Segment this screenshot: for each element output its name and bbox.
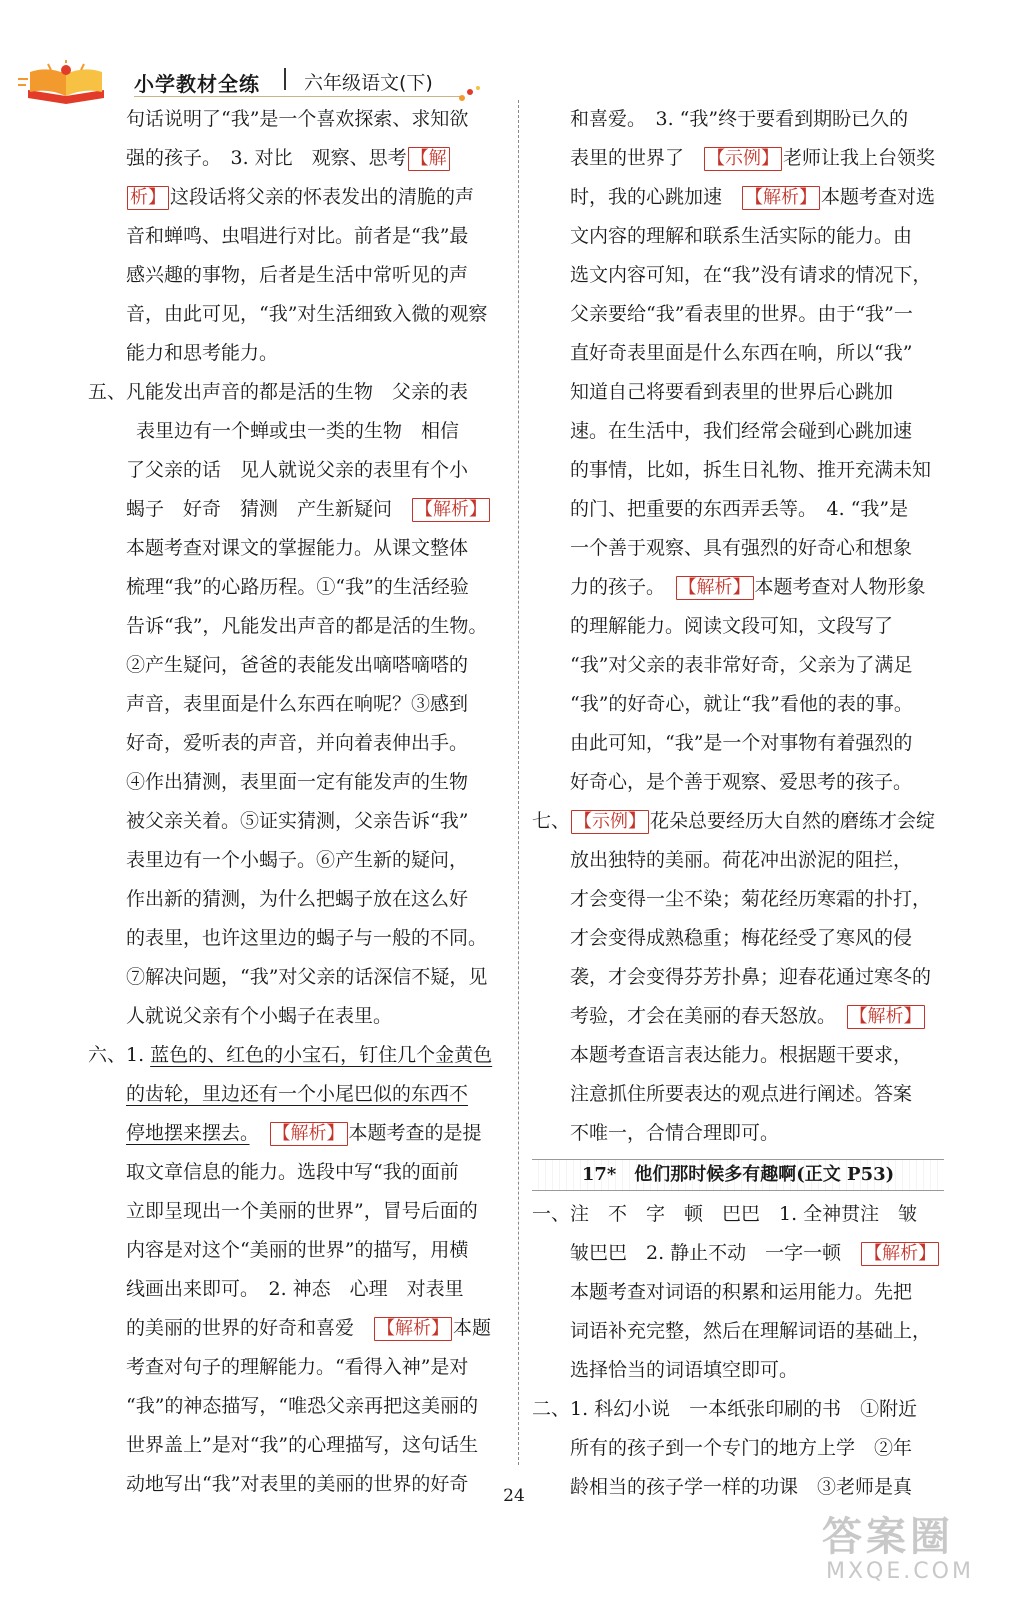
text-line: 本题考查语言表达能力。根据题干要求， bbox=[570, 1044, 913, 1066]
question-one: 一、注 不 字 顿 巴巴 1. 全神贯注 皱 bbox=[532, 1203, 918, 1225]
left-column bbox=[88, 100, 508, 1504]
example-tag: 【示例】 bbox=[571, 810, 649, 834]
text-line: 音，由此可见，“我”对生活细致入微的观察 bbox=[126, 303, 488, 325]
text-line: 动地写出“我”对表里的美丽的世界的好奇 bbox=[126, 1473, 469, 1495]
text-line: 能力和思考能力。 bbox=[126, 342, 279, 364]
text-line: 句话说明了“我”是一个喜欢探索、求知欲 bbox=[126, 108, 469, 130]
text-line: 的事情，比如，拆生日礼物、推开充满未知 bbox=[570, 459, 932, 481]
text-line: 人就说父亲有个小蝎子在表里。 bbox=[126, 1005, 393, 1027]
text-line: 才会变得一尘不染；菊花经历寒霜的扑打， bbox=[570, 888, 932, 910]
brand-title: 小学教材全练 bbox=[134, 72, 260, 96]
text-line: 告诉“我”，凡能发出声音的都是活的生物。 bbox=[126, 615, 488, 637]
watermark-text: 答案圈 bbox=[822, 1514, 954, 1560]
text-line: 所有的孩子到一个专门的地方上学 ②年 bbox=[570, 1437, 913, 1459]
text-line: 世界盖上”是对“我”的心理描写，这句话生 bbox=[126, 1434, 479, 1456]
text-line: “我”的神态描写，“唯恐父亲再把这美丽的 bbox=[126, 1395, 479, 1417]
text-line: 好奇心，是个善于观察、爱思考的孩子。 bbox=[570, 771, 913, 793]
text-line: 才会变得成熟稳重；梅花经受了寒风的侵 bbox=[570, 927, 913, 949]
right-column bbox=[532, 100, 944, 1507]
analysis-tag: 【解析】 bbox=[742, 186, 820, 210]
text-line: 的美丽的世界的好奇和喜爱 【解析】 本题 bbox=[126, 1317, 492, 1339]
question-two: 二、1. 科幻小说 一本纸张印刷的书 ①附近 bbox=[532, 1398, 918, 1420]
text-line: 了父亲的话 见人就说父亲的表里有个小 bbox=[126, 459, 469, 481]
analysis-tag: 【解析】 bbox=[374, 1317, 452, 1341]
text-line: 停地摆来摆去。 【解析】 本题考查的是提 bbox=[126, 1122, 482, 1144]
text-line: 龄相当的孩子学一样的功课 ③老师是真 bbox=[570, 1476, 913, 1498]
text-line: 线画出来即可。 2. 神态 心理 对表里 bbox=[126, 1278, 464, 1300]
underlined-answer: 的齿轮，里边还有一个小尾巴似的东西不 bbox=[126, 1083, 469, 1105]
text-line: 被父亲关着。⑤证实猜测，父亲告诉“我” bbox=[126, 810, 469, 832]
analysis-tag: 【解析】 bbox=[847, 1005, 925, 1029]
text-line: 立即呈现出一个美丽的世界”，冒号后面的 bbox=[126, 1200, 478, 1222]
text-line: ④作出猜测，表里面一定有能发声的生物 bbox=[126, 771, 469, 793]
book-subtitle: 六年级语文(下) bbox=[304, 72, 433, 94]
text-line: 的理解能力。阅读文段可知，文段写了 bbox=[570, 615, 894, 637]
text-line: ②产生疑问，爸爸的表能发出嘀嗒嘀嗒的 bbox=[126, 654, 469, 676]
underlined-answer: 蓝色的、红色的小宝石，钉住几个金黄色 bbox=[150, 1044, 493, 1066]
text-line: 表里的世界了 【示例】 老师让我上台领奖 bbox=[570, 147, 936, 169]
text-line: 皱巴巴 2. 静止不动 一字一顿 【解析】 bbox=[532, 1234, 944, 1273]
text-line: 袭，才会变得芬芳扑鼻；迎春花通过寒冬的 bbox=[570, 966, 932, 988]
analysis-tag: 【解析】 bbox=[270, 1122, 348, 1146]
text-line: 速。在生活中，我们经常会碰到心跳加速 bbox=[570, 420, 913, 442]
text-line: 的表里，也许这里边的蝎子与一般的不同。 bbox=[126, 927, 488, 949]
text-line: ⑦解决问题，“我”对父亲的话深信不疑，见 bbox=[126, 966, 488, 988]
text-line: 力的孩子。 【解析】 本题考查对人物形象 bbox=[570, 576, 926, 598]
text-line: “我”的好奇心，就让“我”看他的表的事。 bbox=[570, 693, 913, 715]
text-line: 直好奇表里面是什么东西在响，所以“我” bbox=[570, 342, 913, 364]
analysis-tag: 【解 bbox=[408, 147, 450, 171]
example-tag: 【示例】 bbox=[704, 147, 782, 171]
text-line: 考查对句子的理解能力。“看得入神”是对 bbox=[126, 1356, 469, 1378]
text-line: 好奇，爱听表的声音，并向着表伸出手。 bbox=[126, 732, 469, 754]
analysis-tag: 【解析】 bbox=[861, 1242, 939, 1266]
analysis-tag: 【解析】 bbox=[412, 498, 490, 522]
text-line: 作出新的猜测，为什么把蝎子放在这么好 bbox=[126, 888, 469, 910]
text-line: 一个善于观察、具有强烈的好奇心和想象 bbox=[570, 537, 913, 559]
text-line: 和喜爱。 3. “我”终于要看到期盼已久的 bbox=[570, 108, 909, 130]
text-line: 本题考查对词语的积累和运用能力。先把 bbox=[570, 1281, 913, 1303]
text-line: 蝎子 好奇 猜测 产生新疑问 【解析】 bbox=[88, 490, 508, 529]
text-line: 析】 这段话将父亲的怀表发出的清脆的声 bbox=[88, 178, 508, 217]
header-separator bbox=[284, 68, 286, 90]
text-line: 本题考查对课文的掌握能力。从课文整体 bbox=[126, 537, 469, 559]
text-line: 由此可知，“我”是一个对事物有着强烈的 bbox=[570, 732, 913, 754]
text-line: 的门、把重要的东西弄丢等。 4. “我”是 bbox=[570, 498, 909, 520]
text-line: 注意抓住所要表达的观点进行阐述。答案 bbox=[570, 1083, 913, 1105]
watermark-url: MXQE.COM bbox=[826, 1559, 974, 1584]
text-line: 感兴趣的事物，后者是生活中常听见的声 bbox=[126, 264, 469, 286]
text-line: 选文内容可知，在“我”没有请求的情况下， bbox=[570, 264, 932, 286]
section-heading: 17* 他们那时候多有趣啊(正文 P53) bbox=[532, 1159, 944, 1191]
text-line: 放出独特的美丽。荷花冲出淤泥的阻拦， bbox=[570, 849, 913, 871]
text-line: 声音，表里面是什么东西在响呢？③感到 bbox=[126, 693, 469, 715]
question-five: 五、凡能发出声音的都是活的生物 父亲的表 bbox=[88, 381, 469, 403]
text-line: 表里边有一个蝉或虫一类的生物 相信 bbox=[136, 420, 460, 442]
analysis-tag: 析】 bbox=[127, 186, 169, 210]
question-seven: 七、 【示例】 花朵总要经历大自然的磨练才会绽 bbox=[532, 810, 936, 832]
text-line: 强的孩子。 3. 对比 观察、思考 【解 bbox=[88, 139, 508, 178]
text-line: 音和蝉鸣、虫唱进行对比。前者是“我”最 bbox=[126, 225, 469, 247]
question-six: 六、1. 蓝色的、红色的小宝石，钉住几个金黄色 bbox=[88, 1044, 493, 1066]
text-line: 词语补充完整，然后在理解词语的基础上， bbox=[570, 1320, 932, 1342]
header-underline bbox=[134, 96, 464, 97]
text-line: 考验，才会在美丽的春天怒放。 【解析】 bbox=[532, 997, 944, 1036]
text-line: 不唯一，合情合理即可。 bbox=[570, 1122, 780, 1144]
text-line: 选择恰当的词语填空即可。 bbox=[570, 1359, 799, 1381]
text-line: 文内容的理解和联系生活实际的能力。由 bbox=[570, 225, 913, 247]
text-line: 内容是对这个“美丽的世界”的描写，用横 bbox=[126, 1239, 469, 1261]
analysis-tag: 【解析】 bbox=[676, 576, 754, 600]
text-line: 时，我的心跳加速 【解析】 本题考查对选 bbox=[570, 186, 936, 208]
text-line: 知道自己将要看到表里的世界后心跳加 bbox=[570, 381, 894, 403]
text-line: 表里边有一个小蝎子。⑥产生新的疑问， bbox=[126, 849, 469, 871]
text-line: “我”对父亲的表非常好奇，父亲为了满足 bbox=[570, 654, 913, 676]
text-line: 梳理“我”的心路历程。①“我”的生活经验 bbox=[126, 576, 469, 598]
text-line: 父亲要给“我”看表里的世界。由于“我”一 bbox=[570, 303, 913, 325]
page-number: 24 bbox=[503, 1486, 525, 1506]
underlined-answer: 停地摆来摆去。 bbox=[126, 1122, 250, 1144]
watermark-logo bbox=[822, 1505, 1012, 1595]
column-divider bbox=[518, 100, 520, 1465]
text-line: 取文章信息的能力。选段中写“我的面前 bbox=[126, 1161, 459, 1183]
